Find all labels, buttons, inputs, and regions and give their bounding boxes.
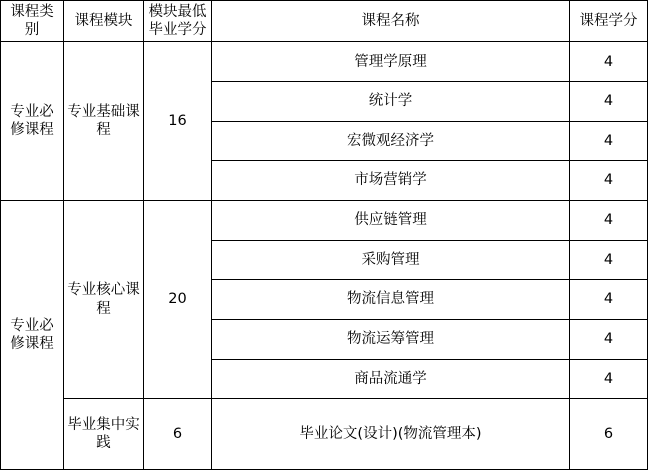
cell-category: 专业必修课程 — [1, 200, 64, 469]
cell-course-credits: 4 — [570, 280, 648, 320]
table-header-row — [1, 1, 648, 42]
cell-course-name: 采购管理 — [212, 240, 570, 280]
cell-course-credits: 6 — [570, 399, 648, 470]
cell-course-credits: 4 — [570, 240, 648, 280]
cell-course-credits: 4 — [570, 161, 648, 201]
cell-course-credits: 4 — [570, 200, 648, 240]
cell-course-name: 物流信息管理 — [212, 280, 570, 320]
header-module: 课程模块 — [64, 1, 144, 42]
cell-min-credits: 6 — [144, 399, 212, 470]
table-row — [1, 200, 648, 240]
cell-course-credits: 4 — [570, 121, 648, 161]
cell-course-name: 管理学原理 — [212, 42, 570, 82]
cell-course-name: 宏微观经济学 — [212, 121, 570, 161]
header-category: 课程类别 — [1, 1, 64, 42]
cell-course-name: 供应链管理 — [212, 200, 570, 240]
cell-category: 专业必修课程 — [1, 42, 64, 201]
table-header — [1, 1, 648, 42]
header-min-credits: 模块最低毕业学分 — [144, 1, 212, 42]
cell-module: 专业基础课程 — [64, 42, 144, 201]
cell-course-credits: 4 — [570, 359, 648, 399]
table-row — [1, 42, 648, 82]
cell-module: 专业核心课程 — [64, 200, 144, 398]
table-row — [1, 399, 648, 470]
cell-course-name: 商品流通学 — [212, 359, 570, 399]
cell-course-name: 毕业论文(设计)(物流管理本) — [212, 399, 570, 470]
cell-module: 毕业集中实践 — [64, 399, 144, 470]
header-course-name: 课程名称 — [212, 1, 570, 42]
cell-course-name: 物流运筹管理 — [212, 319, 570, 359]
cell-course-credits: 4 — [570, 319, 648, 359]
header-course-credits: 课程学分 — [570, 1, 648, 42]
cell-course-credits: 4 — [570, 81, 648, 121]
cell-min-credits: 16 — [144, 42, 212, 201]
cell-course-credits: 4 — [570, 42, 648, 82]
cell-min-credits: 20 — [144, 200, 212, 398]
cell-course-name: 统计学 — [212, 81, 570, 121]
cell-course-name: 市场营销学 — [212, 161, 570, 201]
table-body — [1, 42, 648, 470]
